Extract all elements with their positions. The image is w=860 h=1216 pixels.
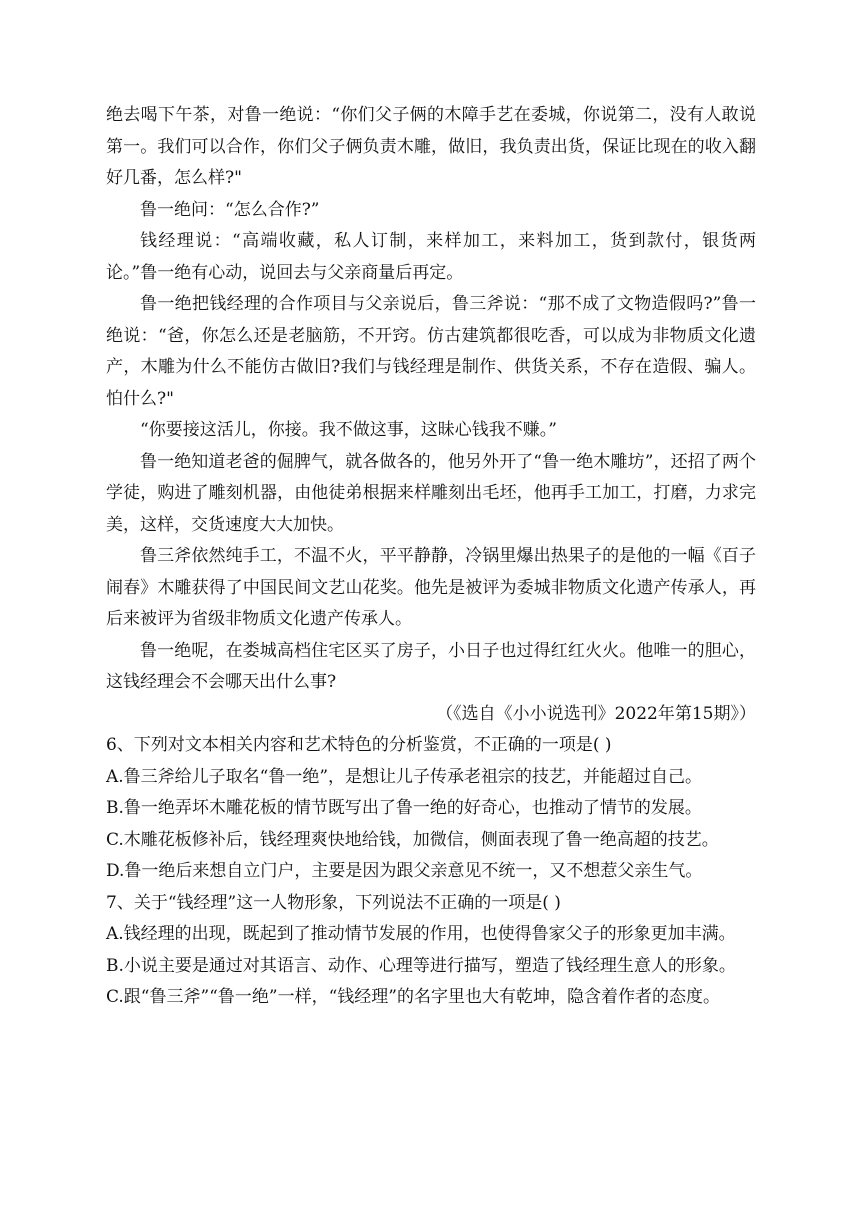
question-7 xyxy=(106,888,756,1014)
question-6-title: 6、下列对文本相关内容和艺术特色的分析鉴赏，不正确的一项是( ) xyxy=(106,735,612,755)
source-citation: （《选自《小小说选刊》2022年第15期》） xyxy=(436,703,756,724)
story-paragraph-5: “你要接这活儿，你接。我不做这事，这昧心钱我不赚。” xyxy=(140,420,557,440)
question-7-option-c: C.跟“鲁三斧”“鲁一绝”一样，“钱经理”的名字里也大有乾坤，隐含着作者的态度。 xyxy=(106,987,720,1007)
question-7-option-a: A.钱经理的出现，既起到了推动情节发展的作用，也使得鲁家父子的形象更加丰满。 xyxy=(106,924,736,944)
document-page xyxy=(106,100,756,1014)
question-6 xyxy=(106,730,756,888)
question-6-option-c: C.木雕花板修补后，钱经理爽快地给钱，加微信，侧面表现了鲁一绝高超的技艺。 xyxy=(106,829,719,850)
story-paragraph-8: 鲁一绝呢，在娄城高档住宅区买了房子，小日子也过得红红火火。他唯一的胆心，这钱经理会不会哪天出什么事? xyxy=(106,640,756,692)
story-paragraph-6: 鲁一绝知道老爸的倔脾气，就各做各的，他另外开了“鲁一绝木雕坊”，还招了两个学徒，购进了雕刻机器，由他徒弟根据来样雕刻出毛坯，他再手工加工，打磨，力求完美，这样，交货速度大大加快。 xyxy=(106,451,756,535)
story-paragraph-7: 鲁三斧依然纯手工，不温不火，平平静静，冷锅里爆出热果子的是他的一幅《百子闹春》木雕获得了中国民间文艺山花奖。他先是被评为委城非物质文化遗产传承人，再后来被评为省级非物质文化遗产传承人。 xyxy=(106,546,756,629)
question-6-option-b: B.鲁一绝弄坏木雕花板的情节既写出了鲁一绝的好奇心，也推动了情节的发展。 xyxy=(106,798,702,818)
story-text xyxy=(106,100,756,730)
story-paragraph-4: 鲁一绝把钱经理的合作项目与父亲说后，鲁三斧说：“那不成了文物造假吗?”鲁一绝说：“爸，你怎么还是老脑筋，不开窍。仿古建筑都很吃香，可以成为非物质文化遗产，木雕为什么不能仿古做旧?我们与钱经理是制作、供货关系，不存在造假、骗人。怕什么?" xyxy=(106,294,756,409)
question-6-option-d: D.鲁一绝后来想自立门户，主要是因为跟父亲意见不统一，又不想惹父亲生气。 xyxy=(106,861,703,881)
question-7-title: 7、关于“钱经理”这一人物形象，下列说法不正确的一项是( ) xyxy=(106,892,561,913)
question-6-option-a: A.鲁三斧给儿子取名“鲁一绝”，是想让儿子传承老祖宗的技艺，并能超过自己。 xyxy=(106,766,703,787)
story-paragraph-2: 鲁一绝问：“怎么合作?” xyxy=(140,199,320,220)
question-7-option-b: B.小说主要是通过对其语言、动作、心理等进行描写，塑造了钱经理生意人的形象。 xyxy=(106,955,736,976)
story-paragraph-3: 钱经理说：“高端收藏，私人订制，来样加工，来料加工，货到款付，银货两论。”鲁一绝有心动，说回去与父亲商量后再定。 xyxy=(106,231,756,283)
story-paragraph-1: 绝去喝下午茶，对鲁一绝说：“你们父子俩的木障手艺在委城，你说第二，没有人敢说第一。我们可以合作，你们父子俩负责木雕，做旧，我负责出货，保证比现在的收入翻好几番，怎么样?" xyxy=(106,105,756,188)
